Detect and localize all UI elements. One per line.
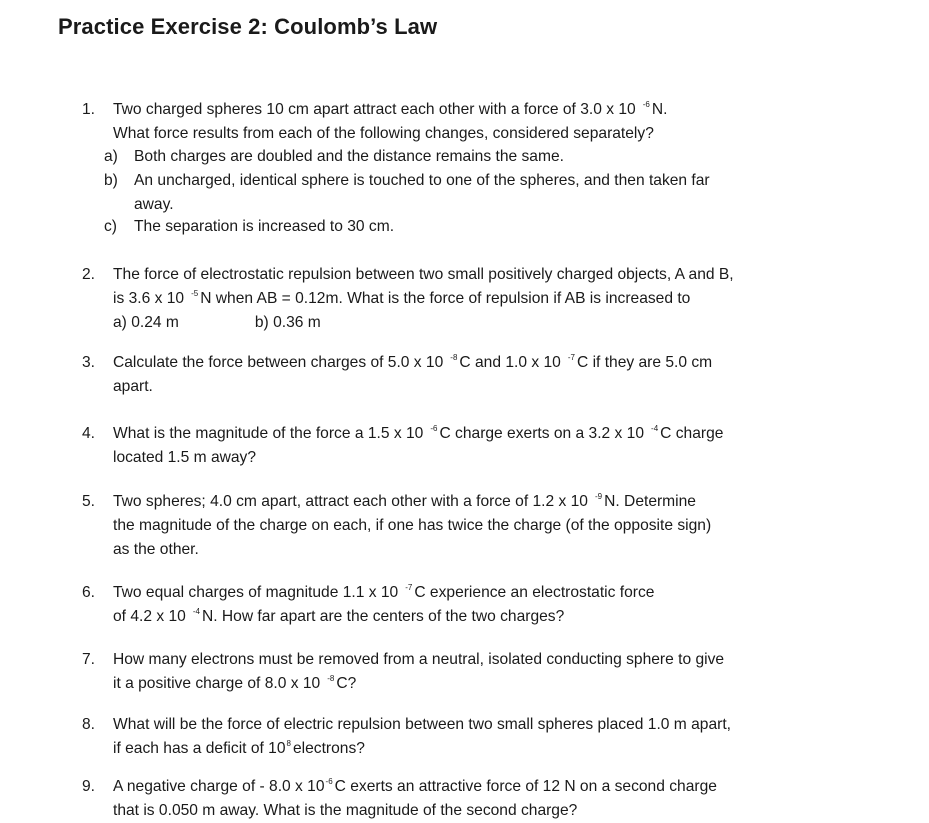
question-text: The force of electrostatic repulsion between two small positively charged objects, A and B, is 3.6 x 10 $^{-5}$ N when AB = 0.12m. What is the force of repulsion if AB is increased to a) 0.24 m b) 0.36 m <box>113 263 734 335</box>
question-text: What is the magnitude of the force a 1.5 x 10 $^{-6}$ C charge exerts on a 3.2 x 10 $^{-4}$ C charge located 1.5 m away? <box>113 424 724 466</box>
exponent: -5 <box>191 289 199 298</box>
question-number: 5. <box>82 493 96 510</box>
question-number: 9. <box>82 778 96 795</box>
exponent: -4 <box>651 424 659 433</box>
option-a: a) 0.24 m <box>113 314 179 331</box>
question-number: 7. <box>82 651 96 668</box>
exponent: -6 <box>430 424 438 433</box>
option-b: b) 0.36 m <box>254 314 321 331</box>
exponent: -7 <box>567 353 575 362</box>
exponent: -6 <box>325 777 333 786</box>
exponent: -7 <box>405 583 413 592</box>
question-number: 4. <box>82 425 96 442</box>
exponent: 8 <box>286 739 291 748</box>
page-title: Practice Exercise 2: Coulomb’s Law <box>58 14 438 39</box>
question-number: 2. <box>82 266 96 283</box>
question-text: How many electrons must be removed from a neutral, isolated conducting sphere to give it a positive charge of 8.0 x 10 $^{-8}$ C? <box>113 651 725 692</box>
question-number: 3. <box>82 354 96 371</box>
question-text: Two equal charges of magnitude 1.1 x 10 $^{-7}$ C experience an electrostatic force of 4.2 x 10 $^{-4}$ N. How far apart are the centers of the two charges? <box>113 583 655 625</box>
question-text: Two spheres; 4.0 cm apart, attract each other with a force of 1.2 x 10 $^{-9}$ N. Determine the magnitude of the charge on each, if one has twice the charge (of the opposite sign) as the other. <box>113 492 712 558</box>
question-text: Calculate the force between charges of 5.0 x 10 $^{-8}$ C and 1.0 x 10 $^{-7}$ C if they are 5.0 cm apart. <box>113 353 713 395</box>
question-number: 8. <box>82 716 96 733</box>
question-text: What will be the force of electric repulsion between two small spheres placed 1.0 m apart, if each has a deficit of $10^8$ electrons? <box>113 716 731 757</box>
exponent: -6 <box>642 100 650 109</box>
question-number: 1. <box>82 101 96 118</box>
question-text: A negative charge of - 8.0 x $10^{-6}$ C exerts an attractive force of 12 N on a second charge that is 0.050 m away. What is the magnitude of the second charge? <box>113 777 717 819</box>
question-number: 6. <box>82 584 96 601</box>
worksheet-page: Practice Exercise 2: Coulomb’s Law 1. Two charged spheres 10 cm apart attract each other with a force of 3.0 x 10 $^{-6}$ N. What force results from each of the following changes, considered separately? a) Both charges are doubled and the distance remains the same. b) An uncharged, identical sphere is touched to one of the spheres, and then taken far away. c) The separation is increased to 30 cm. 2. The force of electrostatic repulsion between two small positively charged objects, A and B, is 3.6 x 10 $^{-5}$ N when AB = 0.12m. What is the force of repulsion if AB is increased to a) 0.24 m b) 0.36 m 3. Calculate the force between charges of 5.0 x 10 $^{-8}$ C and 1.0 x 10 $^{-7}$ C if they are 5.0 cm apart. 4. What is the magnitude of the force a 1.5 x 10 $^{-6}$ C charge exerts on a 3.2 x 10 $^{-4}$ C charge located 1.5 m away? 5. Two spheres; 4.0 cm apart, attract each other with a force of 1.2 x 10 $^{-9}$ N. Determine the magnitude of the charge on each, if one has twice the charge (of the opposite sign) as the other. 6. Two equal charges of magnitude 1.1 x 10 $^{-7}$ C experience an electrostatic force of 4.2 x 10 $^{-4}$ N. How far apart are the centers of the two charges? 7. How many electrons must be removed from a neutral, isolated conducting sphere to give it a positive charge of 8.0 x 10 $^{-8}$ C? 8. What will be the force of electric repulsion between two small spheres placed 1.0 m apart, if each has a deficit of $10^8$ electrons? 9. A negative charge of - 8.0 x $10^{-6}$ C exerts an attractive force of 12 N on a second charge that is 0.050 m away. What is the magnitude of the second charge? <box>0 0 929 823</box>
exponent: -9 <box>595 492 603 501</box>
exponent: -4 <box>192 607 200 616</box>
exponent: -8 <box>450 353 458 362</box>
question-text: Two charged spheres 10 cm apart attract each other with a force of 3.0 x 10 $^{-6}$ N. What force results from each of the following changes, considered separately? <box>113 100 668 142</box>
exponent: -8 <box>327 674 335 683</box>
